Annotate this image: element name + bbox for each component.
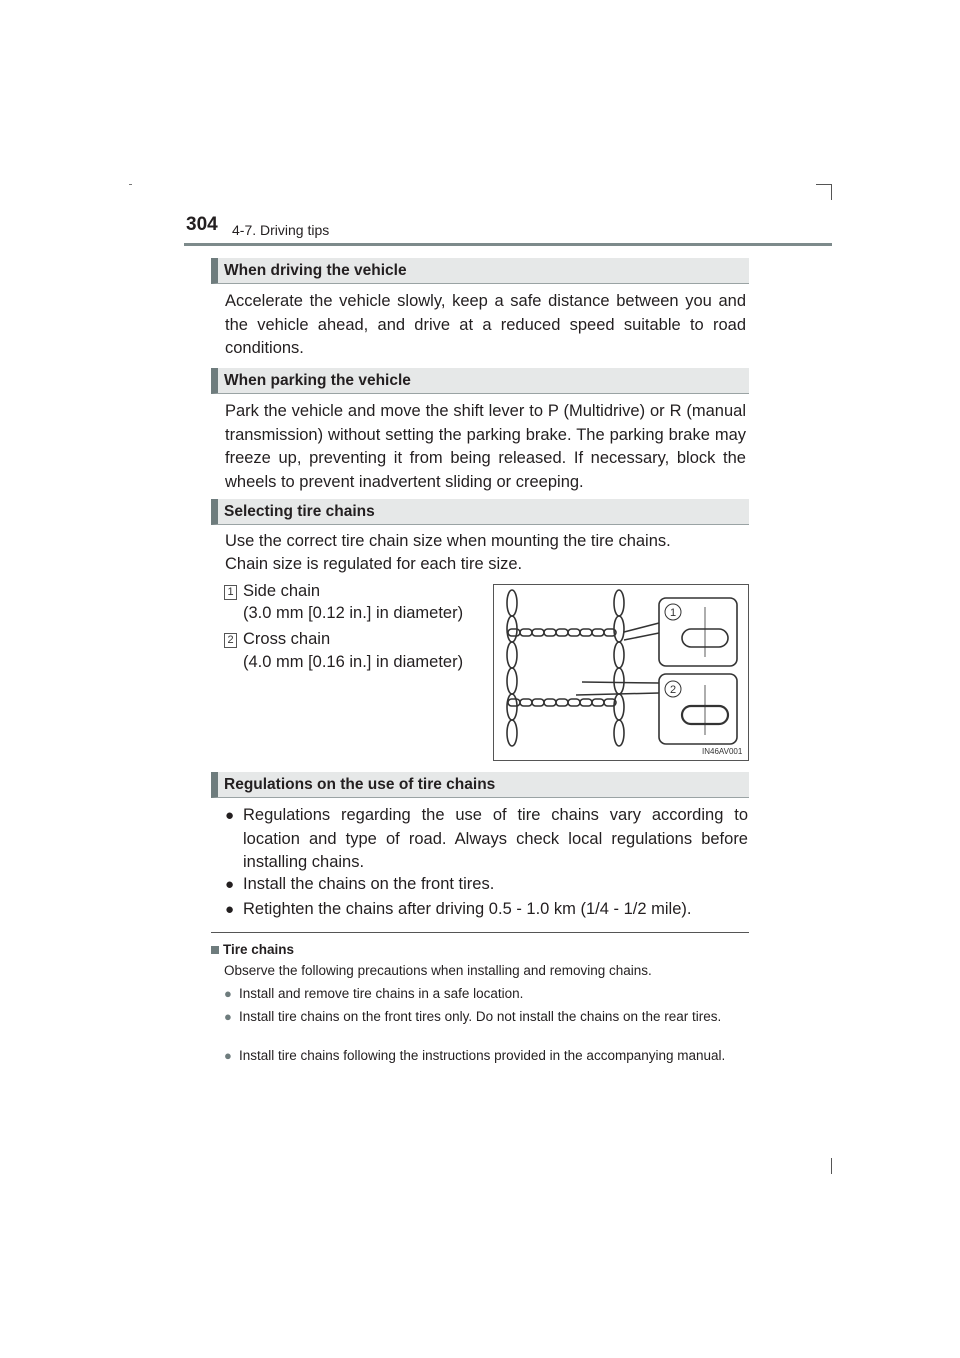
note-item: ● Install tire chains following the instructions provided in the accompanying manual. [224, 1048, 726, 1063]
bullet-icon: ● [225, 807, 235, 824]
regulation-item: ● Install the chains on the front tires. [225, 873, 748, 897]
heading-when-driving: When driving the vehicle [211, 258, 749, 284]
selecting-line-1: Use the correct tire chain size when mounting the tire chains. [225, 532, 671, 550]
chain-illustration [494, 585, 748, 760]
bullet-icon: ● [225, 901, 235, 918]
square-bullet-icon [211, 946, 219, 954]
regulation-item: ● Regulations regarding the use of tire chains vary according to location and type of road. Always check local regulations before installing chains. [225, 806, 748, 871]
cross-chain-bottom [508, 699, 616, 706]
bullet-icon: ● [224, 986, 232, 1001]
bullet-icon: ● [224, 1048, 232, 1063]
side-chain-left [507, 590, 517, 746]
tire-chain-figure [493, 584, 749, 761]
note-item: ● Install and remove tire chains in a safe location. [224, 986, 524, 1001]
section-reference: 4-7. Driving tips [232, 222, 330, 238]
heading-when-parking: When parking the vehicle [211, 368, 749, 394]
part-number-badge: 2 [224, 633, 237, 648]
para-when-driving: Accelerate the vehicle slowly, keep a safe distance between you and the vehicle ahead, and drive at a reduced speed suitable to road conditions. [225, 292, 746, 357]
side-chain-right [614, 590, 624, 746]
page-number: 304 [186, 214, 218, 235]
para-when-parking: Park the vehicle and move the shift lever to P (Multidrive) or R (manual transmission) without setting the parking brake. The parking brake may freeze up, preventing it from being released. If necessary, block the wheels to prevent inadvertent sliding or creeping. [225, 402, 746, 491]
part-name-side-chain: Side chain [243, 582, 321, 600]
part-name-cross-chain: Cross chain [243, 630, 331, 648]
selecting-line-2: Chain size is regulated for each tire size. [225, 555, 523, 573]
crop-mark [816, 184, 832, 185]
callout-1-label: 1 [669, 607, 677, 619]
note-item: ● Install tire chains on the front tires only. Do not install the chains on the rear tires. [224, 1009, 722, 1024]
note-intro: Observe the following precautions when installing and removing chains. [224, 963, 652, 978]
cross-chain-top [508, 629, 616, 636]
crop-mark [831, 1158, 832, 1174]
part-number-badge: 1 [224, 585, 237, 600]
callout-2-label: 2 [669, 684, 677, 696]
bullet-icon: ● [225, 876, 235, 893]
part-spec-side-chain: (3.0 mm [0.12 in.] in diameter) [243, 604, 464, 622]
part-spec-cross-chain: (4.0 mm [0.16 in.] in diameter) [243, 653, 464, 671]
crop-mark [129, 184, 132, 185]
header-rule [184, 243, 832, 246]
figure-code: IN46AV001 [702, 747, 743, 756]
note-rule [211, 932, 749, 933]
heading-regulations: Regulations on the use of tire chains [211, 772, 749, 798]
regulation-item: ● Retighten the chains after driving 0.5 - 1.0 km (1/4 - 1/2 mile). [225, 898, 748, 922]
bullet-icon: ● [224, 1009, 232, 1024]
note-title: Tire chains [211, 942, 294, 957]
heading-selecting-chains: Selecting tire chains [211, 499, 749, 525]
crop-mark [831, 184, 832, 200]
